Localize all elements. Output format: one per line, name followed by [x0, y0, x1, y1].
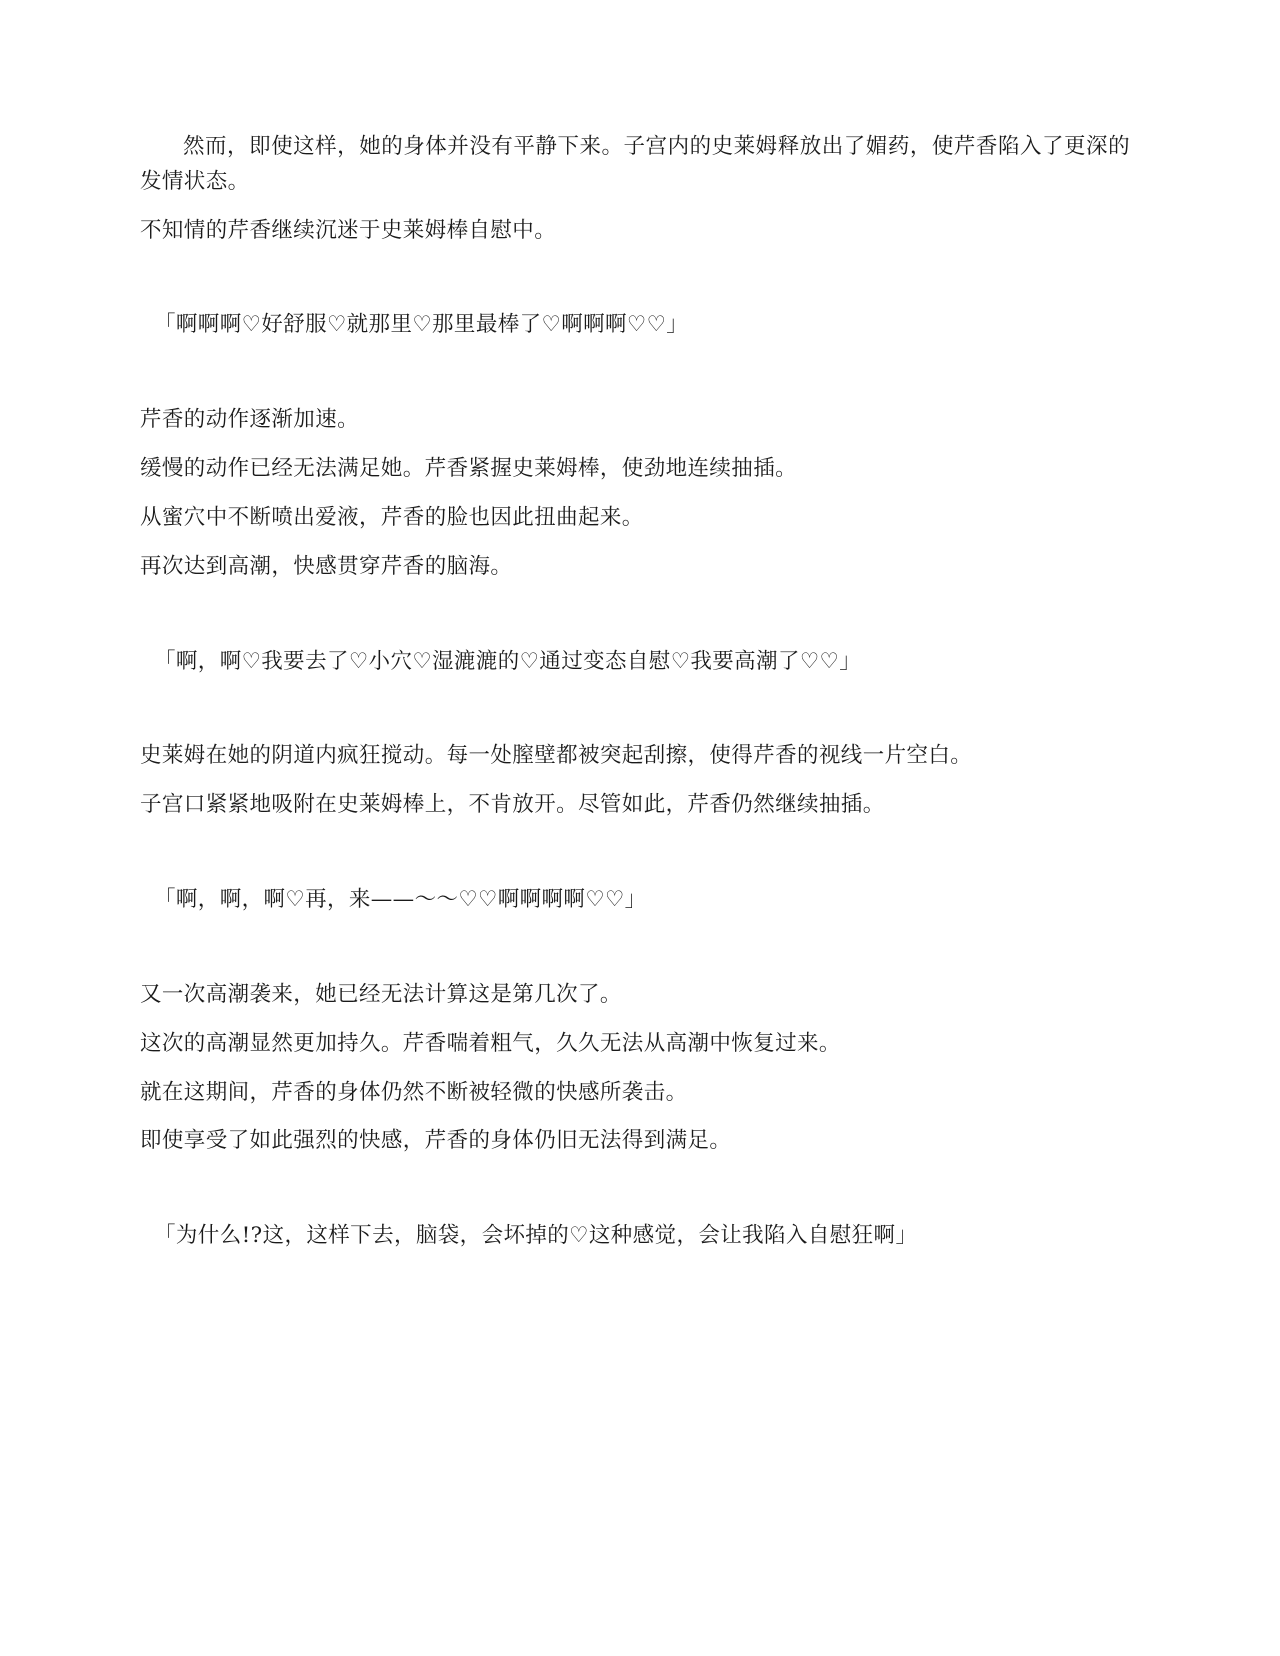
- dialogue-line: 「啊，啊，啊♡再，来——～～♡♡啊啊啊啊♡♡」: [154, 887, 647, 913]
- paragraph-line: 就在这期间，芹香的身体仍然不断被轻微的快感所袭击。: [140, 1079, 688, 1105]
- paragraph-block-3: [140, 739, 1130, 823]
- paragraph-line: 缓慢的动作已经无法满足她。芹香紧握史莱姆棒，使劲地连续抽插。: [140, 456, 798, 482]
- paragraph-block-1: [140, 130, 1130, 248]
- paragraph-block-4: [140, 978, 1130, 1159]
- spacer: [140, 932, 1130, 978]
- dialogue-line: 「啊，啊♡我要去了♡小穴♡湿漉漉的♡通过变态自慰♡我要高潮了♡♡」: [154, 648, 862, 674]
- paragraph-line: 即使享受了如此强烈的快感，芹香的身体仍旧无法得到满足。: [140, 1128, 732, 1154]
- paragraph-line: 这次的高潮显然更加持久。芹香喘着粗气，久久无法从高潮中恢复过来。: [140, 1030, 841, 1056]
- dialogue-block-1: [140, 308, 1130, 343]
- paragraph-block-2: [140, 403, 1130, 584]
- paragraph-line: 不知情的芹香继续沉迷于史莱姆棒自慰中。: [140, 217, 557, 243]
- spacer: [140, 357, 1130, 403]
- paragraph-line: 芹香的动作逐渐加速。: [140, 407, 360, 433]
- paragraph-line: 子宫口紧紧地吸附在史莱姆棒上，不肯放开。尽管如此，芹香仍然继续抽插。: [140, 792, 885, 818]
- dialogue-block-2: [140, 645, 1130, 680]
- dialogue-block-3: [140, 883, 1130, 918]
- spacer: [140, 1173, 1130, 1219]
- spacer: [140, 693, 1130, 739]
- spacer: [140, 599, 1130, 645]
- dialogue-line: 「为什么!?这，这样下去，脑袋，会坏掉的♡这种感觉，会让我陷入自慰狂啊」: [154, 1223, 918, 1249]
- paragraph-line: 然而，即使这样，她的身体并没有平静下来。子宫内的史莱姆释放出了媚药，使芹香陷入了更深的发情状态。: [140, 134, 1130, 194]
- paragraph-line: 再次达到高潮，快感贯穿芹香的脑海。: [140, 553, 513, 579]
- paragraph-line: 从蜜穴中不断喷出爱液，芹香的脸也因此扭曲起来。: [140, 504, 644, 530]
- spacer: [140, 262, 1130, 308]
- dialogue-block-4: [140, 1219, 1130, 1254]
- paragraph-line: 又一次高潮袭来，她已经无法计算这是第几次了。: [140, 981, 622, 1007]
- document-body: [140, 130, 1130, 1254]
- paragraph-line: 史莱姆在她的阴道内疯狂搅动。每一处膣壁都被突起刮擦，使得芹香的视线一片空白。: [140, 743, 973, 769]
- dialogue-line: 「啊啊啊♡好舒服♡就那里♡那里最棒了♡啊啊啊♡♡」: [154, 312, 689, 338]
- spacer: [140, 837, 1130, 883]
